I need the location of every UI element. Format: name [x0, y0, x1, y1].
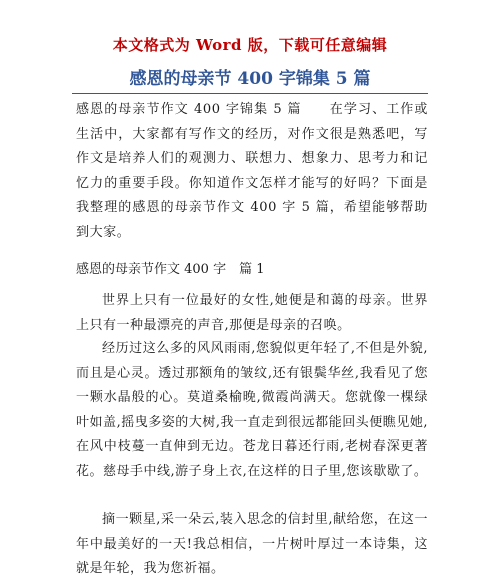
- body-paragraph-2: 经历过这么多的风风雨雨,您貌似更年轻了,不但是外貌,而且是心灵。透过那额角的皱纹,还有银鬓华丝,我看见了您一颗水晶般的心。莫道桑榆晚,微霞尚满天。您就像一棵绿叶如盖,摇曳多姿的大树,我一直走到很远都能回头便瞧见她,在风中枝蔓一直伸到无边。苍龙日暮还行雨,老树春深更著花。慈母手中线,游子身上衣,在这样的日子里,您该歇歇了。: [76, 341, 428, 479]
- body-paragraph-1: 世界上只有一位最好的女性,她便是和蔼的母亲。世界上只有一种最漂亮的声音,那便是母亲的召唤。: [76, 293, 428, 333]
- intro-paragraph: 感恩的母亲节作文 400 字锦集 5 篇 在学习、工作或生活中，大家都有写作文的经历，对作文很是熟悉吧，写作文是培养人们的观测力、联想力、想象力、思考力和记忆力的重要手段。你知道作文怎样才能写的好吗？下面是我整理的感恩的母亲节作文 400 字 5 篇，希望能够帮助到大家。: [76, 102, 428, 240]
- format-notice: 本文格式为 Word 版，下载可任意编辑: [112, 36, 388, 54]
- title-divider: [72, 93, 428, 94]
- section-heading: 感恩的母亲节作文 400 字 篇 1: [76, 262, 265, 277]
- document-title: 感恩的母亲节 400 字锦集 5 篇: [129, 69, 371, 89]
- body-paragraph-3: 摘一颗星,采一朵云,装入思念的信封里,献给您，在这一年中最美好的一天!我总相信，一片树叶厚过一本诗集，这就是年轮，我为您祈福。: [76, 512, 428, 576]
